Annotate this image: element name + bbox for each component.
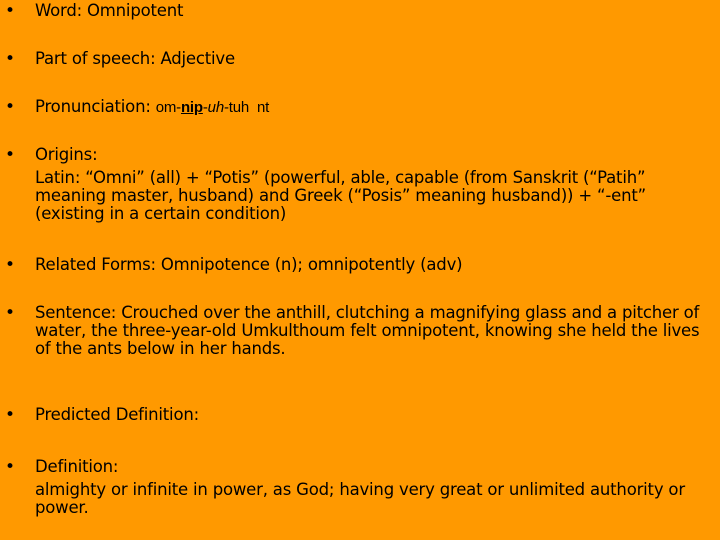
- pronunciation-trailing: nt: [256, 99, 270, 116]
- origins-label: Origins:: [35, 145, 98, 164]
- bullet-marker: •: [5, 303, 16, 323]
- bullet-marker: •: [5, 457, 16, 477]
- pronunciation-line: [35, 96, 705, 119]
- origins-text: Latin: “Omni” (all) + “Potis” (powerful, able, capable (from Sanskrit (“Patih” meaning master, husband) and Greek (“Posis” meaning husband)) + “-ent” (existing in a certain condition): [35, 168, 646, 223]
- bullet-marker: •: [5, 97, 16, 117]
- bullet-marker: •: [5, 49, 16, 69]
- predicted-definition-line: Predicted Definition:: [35, 405, 199, 424]
- pronunciation-dash: -: [202, 99, 208, 116]
- pronunciation-label: Pronunciation:: [35, 97, 151, 116]
- pronunciation-middle: uh: [207, 99, 224, 116]
- pronunciation-suffix: -tuh: [223, 99, 250, 116]
- pronunciation-prefix: om-: [155, 99, 181, 116]
- pronunciation-stressed-syllable: nip: [180, 99, 203, 116]
- bullet-marker: •: [5, 255, 16, 275]
- pronunciation-value: [156, 99, 269, 116]
- definition-text: almighty or infinite in power, as God; having very great or unlimited authority or power.: [35, 480, 685, 517]
- bullet-marker: •: [5, 405, 16, 425]
- bullet-marker: •: [5, 1, 16, 21]
- part-of-speech-line: Part of speech: Adjective: [35, 49, 235, 68]
- definition-label: Definition:: [35, 457, 119, 476]
- sentence-text: Sentence: Crouched over the anthill, clutching a magnifying glass and a pitcher of water, the three-year-old Umkulthoum felt omnipotent, knowing she held the lives of the ants below in her hands.: [35, 303, 700, 358]
- related-forms-line: Related Forms: Omnipotence (n); omnipotently (adv): [35, 255, 463, 274]
- bullet-marker: •: [5, 145, 16, 165]
- word-line: Word: Omnipotent: [35, 1, 184, 20]
